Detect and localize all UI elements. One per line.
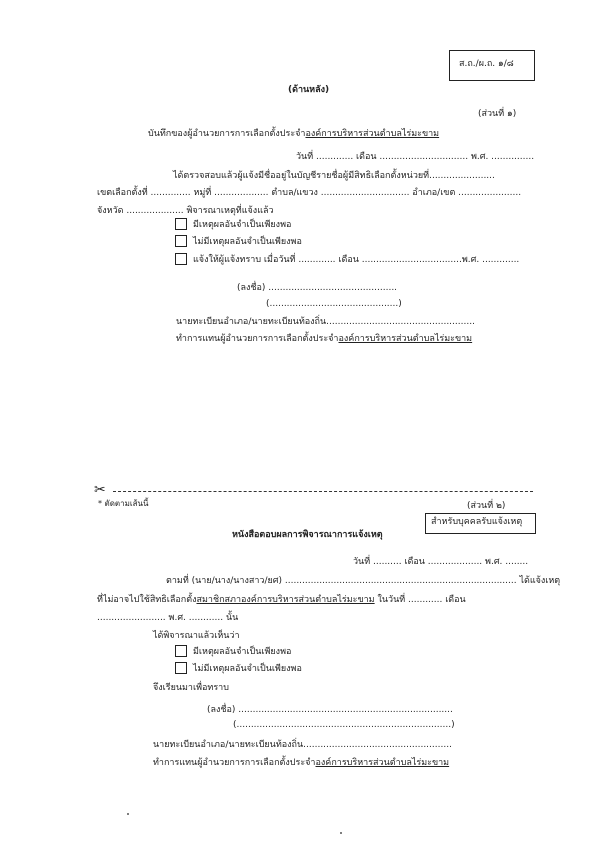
part1-acting-line bbox=[176, 335, 472, 344]
part1-check-line: ได้ตรวจสอบแล้วผู้แจ้งมีชื่ออยู่ในบัญชีรายชื่อผู้มีสิทธิเลือกตั้งหน่วยที่....................... bbox=[173, 171, 495, 181]
form-code: ส.ถ./ผ.ถ. ๑/๘ bbox=[459, 59, 514, 69]
part2-reason-org: สมาชิกสภาองค์การบริหารส่วนตำบลไร่มะขาม bbox=[196, 595, 375, 605]
part2-reason-suffix: ในวันที่ ............ เดือน bbox=[374, 595, 466, 605]
part1-option-label-3: แจ้งให้ผู้แจ้งทราบ เมื่อวันที่ ............. เดือน ...................................พ.ศ. ............. bbox=[193, 255, 520, 265]
part2-signature: (ลงชื่อ) ........................................................................... bbox=[207, 705, 453, 715]
part1-signature: (ลงชื่อ) ............................................. bbox=[237, 283, 398, 293]
cut-note: * ตัดตามเส้นนี้ bbox=[98, 499, 149, 508]
part1-option-checkbox-3[interactable] bbox=[175, 253, 187, 265]
part2-label: (ส่วนที่ ๒) bbox=[467, 501, 506, 511]
part2-reason-line bbox=[97, 596, 466, 605]
part1-heading bbox=[148, 130, 439, 139]
part1-heading-org: องค์การบริหารส่วนตำบลไร่มะขาม bbox=[305, 129, 440, 139]
part2-acting-org: องค์การบริหารส่วนตำบลไร่มะขาม bbox=[315, 758, 450, 768]
scan-speck bbox=[340, 832, 342, 834]
cut-line bbox=[113, 491, 533, 492]
part1-name-paren: (.............................................) bbox=[266, 299, 402, 309]
part2-considered: ได้พิจารณาแล้วเห็นว่า bbox=[153, 631, 240, 641]
part2-acting-prefix: ทำการแทนผู้อำนวยการการเลือกตั้งประจำ bbox=[153, 758, 316, 768]
scan-speck bbox=[127, 813, 129, 815]
part2-option-checkbox-1[interactable] bbox=[175, 645, 187, 657]
part2-inform: จึงเรียนมาเพื่อทราบ bbox=[153, 683, 229, 693]
part2-name-paren: (...........................................................................) bbox=[233, 720, 455, 730]
recipient-box-label: สำหรับบุคคลรับแจ้งเหตุ bbox=[431, 517, 523, 527]
part1-district-line: เขตเลือกตั้งที่ .............. หมู่ที่ ................... ตำบล/แขวง ............................... อำเภอ/เขต ...................... bbox=[97, 188, 522, 198]
part1-option-checkbox-1[interactable] bbox=[175, 218, 187, 230]
part1-option-label-2: ไม่มีเหตุผลอันจำเป็นเพียงพอ bbox=[193, 237, 302, 247]
part2-reason-prefix: ที่ไม่อาจไปใช้สิทธิเลือกตั้ง bbox=[97, 595, 197, 605]
part2-option-checkbox-2[interactable] bbox=[175, 662, 187, 674]
part2-date-line: วันที่ .......... เดือน ................... พ.ศ. ........ bbox=[353, 557, 529, 567]
part2-registrar-line: นายทะเบียนอำเภอ/นายทะเบียนท้องถิ่น.................................................... bbox=[153, 740, 452, 750]
part2-option-label-1: มีเหตุผลอันจำเป็นเพียงพอ bbox=[193, 647, 292, 657]
part1-date-line: วันที่ ............. เดือน ............................... พ.ศ. ............... bbox=[296, 152, 535, 162]
part1-option-checkbox-2[interactable] bbox=[175, 235, 187, 247]
part1-acting-prefix: ทำการแทนผู้อำนวยการการเลือกตั้งประจำ bbox=[176, 334, 339, 344]
part1-label: (ส่วนที่ ๑) bbox=[478, 109, 517, 119]
part1-acting-org: องค์การบริหารส่วนตำบลไร่มะขาม bbox=[338, 334, 473, 344]
part2-title: หนังสือตอบผลการพิจารณาการแจ้งเหตุ bbox=[232, 530, 383, 540]
scissors-icon: ✂ bbox=[94, 482, 106, 498]
back-side-title: (ด้านหลัง) bbox=[288, 85, 330, 95]
part1-province-line: จังหวัด .................... พิจารณาเหตุที่แจ้งแล้ว bbox=[97, 206, 274, 216]
part2-option-label-2: ไม่มีเหตุผลอันจำเป็นเพียงพอ bbox=[193, 664, 302, 674]
part1-heading-prefix: บันทึกของผู้อำนวยการการเลือกตั้งประจำ bbox=[148, 129, 306, 139]
part1-registrar-line: นายทะเบียนอำเภอ/นายทะเบียนท้องถิ่น.................................................... bbox=[176, 317, 475, 327]
part2-acting-line bbox=[153, 759, 449, 768]
part2-year-line: ........................ พ.ศ. ............ นั้น bbox=[97, 613, 239, 623]
part2-as-line: ตามที่ (นาย/นาง/นางสาว/ยศ) ................................................................................. ได้แจ้งเหตุ bbox=[166, 576, 561, 586]
part1-option-label-1: มีเหตุผลอันจำเป็นเพียงพอ bbox=[193, 220, 292, 230]
